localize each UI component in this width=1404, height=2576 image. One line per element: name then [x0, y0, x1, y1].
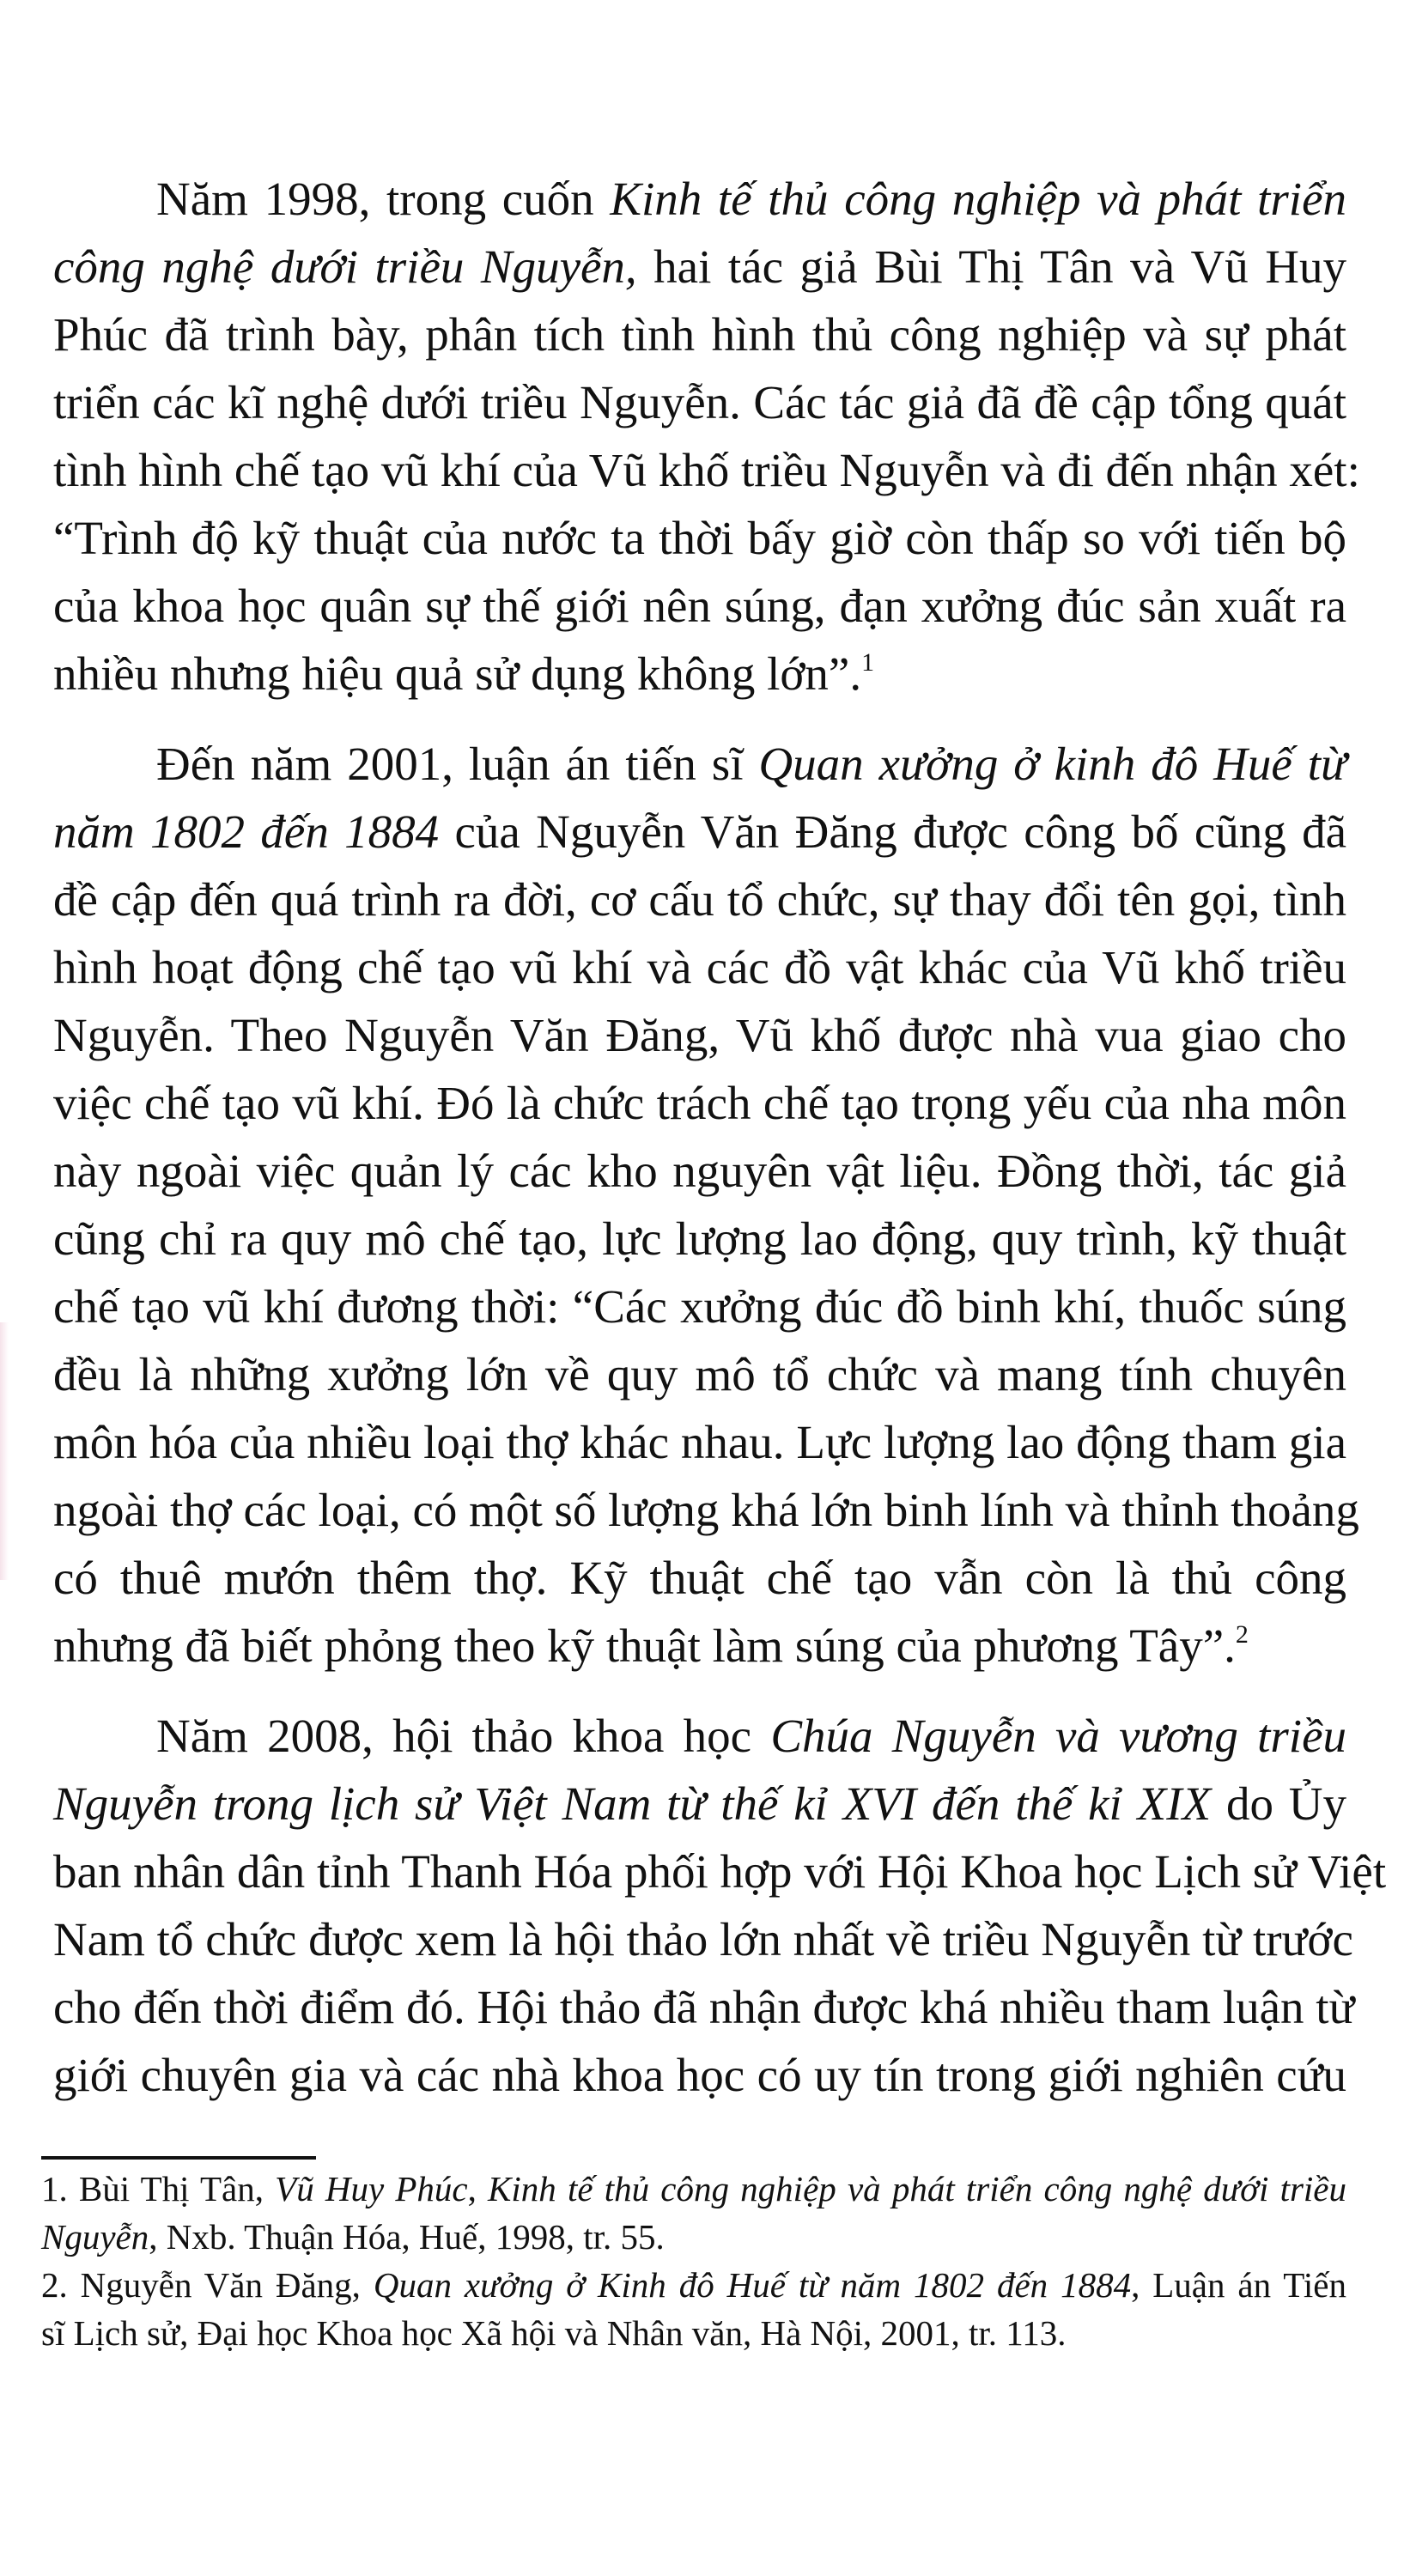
text-run: Nguyễn. Theo Nguyễn Văn Đăng, Vũ khố được nhà vua giao cho [53, 1009, 1346, 1061]
text-run: nhiều nhưng hiệu quả sử dụng không lớn”. [53, 647, 862, 700]
body-line [53, 1770, 1346, 1838]
body-line [53, 504, 1346, 572]
text-run: , Luận án Tiến [1131, 2265, 1346, 2305]
footnote-line [41, 2165, 1346, 2213]
text-run: Năm 1998, trong cuốn [156, 173, 611, 225]
body-line [53, 798, 1346, 866]
text-run: cũng chỉ ra quy mô chế tạo, lực lượng lao động, quy trình, kỹ thuật [53, 1212, 1346, 1265]
body-line [53, 2041, 1346, 2109]
italic-text-run: Nguyễn [41, 2217, 149, 2257]
text-run: đều là những xưởng lớn về quy mô tổ chức và mang tính chuyên [53, 1348, 1346, 1400]
italic-text-run: công nghệ dưới triều Nguyễn, [53, 240, 637, 293]
text-run: hai tác giả Bùi Thị Tân và Vũ Huy [636, 240, 1346, 293]
page-edge-shadow [0, 1322, 9, 1580]
italic-text-run: Chúa Nguyễn và vương triều [770, 1710, 1346, 1762]
italic-text-run: Vũ Huy Phúc [275, 2169, 468, 2208]
footnote-line [41, 2309, 1346, 2357]
text-run: Phúc đã trình bày, phân tích tình hình thủ công nghiệp và sự phát [53, 308, 1346, 361]
body-line [53, 233, 1346, 301]
body-line [53, 572, 1346, 640]
body-line [53, 301, 1346, 368]
text-run: 2. Nguyễn Văn Đăng, [41, 2265, 374, 2305]
italic-text-run: Nguyễn trong lịch sử Việt Nam từ thế kỉ XVI đến thế kỉ XIX [53, 1777, 1212, 1830]
body-line [53, 640, 1346, 708]
footnote-reference-marker[interactable]: 2 [1235, 1620, 1249, 1649]
text-run: “Trình độ kỹ thuật của nước ta thời bấy giờ còn thấp so với tiến bộ [53, 512, 1346, 564]
footnote-separator-rule [41, 2156, 316, 2160]
text-run: ngoài thợ các loại, có một số lượng khá lớn binh lính và thỉnh thoảng [53, 1484, 1359, 1536]
text-run: đề cập đến quá trình ra đời, cơ cấu tổ chức, sự thay đổi tên gọi, tình [53, 873, 1346, 926]
text-run: này ngoài việc quản lý các kho nguyên vật liệu. Đồng thời, tác giả [53, 1145, 1346, 1197]
body-line [53, 933, 1346, 1001]
italic-text-run: Kinh tế thủ công nghiệp và phát triển [610, 173, 1346, 225]
text-run: triển các kĩ nghệ dưới triều Nguyễn. Các tác giả đã đề cập tổng quát [53, 376, 1346, 428]
text-run: chế tạo vũ khí đương thời: “Các xưởng đúc đồ binh khí, thuốc súng [53, 1280, 1346, 1333]
italic-text-run: năm 1802 đến 1884 [53, 805, 440, 858]
italic-text-run: Kinh tế thủ công nghiệp và phát triển công nghệ dưới triều [488, 2169, 1347, 2208]
body-line [53, 1205, 1346, 1273]
body-line [53, 1137, 1346, 1205]
italic-text-run: Quan xưởng ở kinh đô Huế từ [758, 738, 1346, 790]
body-line [53, 1612, 1346, 1680]
footnote-reference-marker[interactable]: 1 [861, 648, 875, 677]
text-run: hình hoạt động chế tạo vũ khí và các đồ vật khác của Vũ khố triều [53, 941, 1346, 993]
footnote-line [41, 2213, 1346, 2261]
text-run: nhưng đã biết phỏng theo kỹ thuật làm súng của phương Tây”. [53, 1619, 1236, 1672]
text-run: Nam tổ chức được xem là hội thảo lớn nhất về triều Nguyễn từ trước [53, 1913, 1353, 1965]
body-line [53, 1001, 1346, 1069]
text-run: 1. Bùi Thị Tân, [41, 2169, 276, 2208]
italic-text-run: Quan xưởng ở Kinh đô Huế từ năm 1802 đến 1884 [373, 2265, 1132, 2305]
text-run: cho đến thời điểm đó. Hội thảo đã nhận được khá nhiều tham luận từ [53, 1981, 1355, 2033]
body-line [53, 436, 1360, 504]
body-line [53, 1544, 1346, 1612]
text-run: ban nhân dân tỉnh Thanh Hóa phối hợp với Hội Khoa học Lịch sử Việt [53, 1845, 1387, 1898]
text-run: Năm 2008, hội thảo khoa học [156, 1710, 771, 1762]
body-line [53, 368, 1346, 436]
body-line [53, 1838, 1387, 1905]
text-run: do Ủy [1211, 1777, 1346, 1830]
body-line [53, 866, 1346, 933]
body-line [53, 1340, 1346, 1408]
text-run: Đến năm 2001, luận án tiến sĩ [156, 738, 759, 790]
text-run: có thuê mướn thêm thợ. Kỹ thuật chế tạo vẫn còn là thủ công [53, 1552, 1346, 1604]
text-run: việc chế tạo vũ khí. Đó là chức trách chế tạo trọng yếu của nha môn [53, 1077, 1346, 1129]
text-run: của khoa học quân sự thế giới nên súng, đạn xưởng đúc sản xuất ra [53, 580, 1346, 632]
body-line [53, 1273, 1346, 1340]
body-line [53, 1973, 1355, 2041]
text-run: môn hóa của nhiều loại thợ khác nhau. Lực lượng lao động tham gia [53, 1416, 1346, 1468]
text-run: , Nxb. Thuận Hóa, Huế, 1998, tr. 55. [149, 2217, 665, 2257]
body-line [53, 1905, 1353, 1973]
body-line [156, 730, 1346, 798]
text-run: của Nguyễn Văn Đăng được công bố cũng đã [439, 805, 1346, 858]
body-line [53, 1408, 1346, 1476]
text-run: tình hình chế tạo vũ khí của Vũ khố triều Nguyễn và đi đến nhận xét: [53, 444, 1360, 496]
text-run: sĩ Lịch sử, Đại học Khoa học Xã hội và Nhân văn, Hà Nội, 2001, tr. 113. [41, 2313, 1067, 2353]
body-line [156, 1702, 1346, 1770]
footnote-line [41, 2261, 1346, 2309]
body-line [53, 1069, 1346, 1137]
text-run: giới chuyên gia và các nhà khoa học có uy tín trong giới nghiên cứu [53, 2049, 1346, 2101]
text-run: , [467, 2169, 489, 2208]
body-line [53, 1476, 1359, 1544]
body-line [156, 165, 1346, 233]
